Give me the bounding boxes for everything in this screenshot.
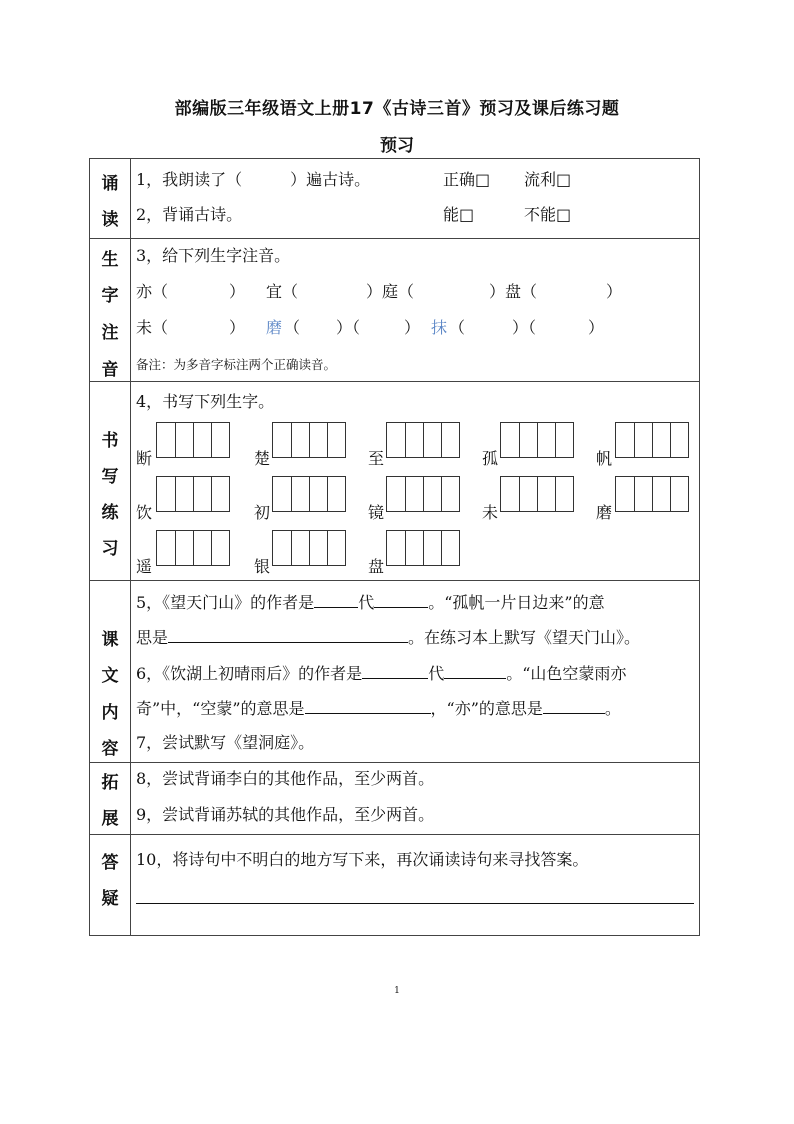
pinyin-mo2-char: 抹 bbox=[431, 318, 448, 337]
option-cannot[interactable]: 不能□ bbox=[524, 205, 572, 224]
answer-blank[interactable] bbox=[444, 662, 506, 679]
write-char: 银 bbox=[254, 557, 271, 576]
question-3: 3，给下列生字注音。 bbox=[136, 246, 291, 265]
pinyin-close: ） bbox=[588, 318, 605, 337]
answer-blank[interactable] bbox=[168, 626, 408, 643]
pinyin-mid: ）（ bbox=[512, 318, 537, 337]
worksheet-table: 诵 读 生 字 注 音 书 写 练 习 课 文 内 容 拓 展 答 疑 bbox=[89, 158, 700, 936]
option-can[interactable]: 能□ bbox=[443, 205, 475, 224]
pinyin-close: ） bbox=[229, 318, 246, 337]
writing-grid[interactable] bbox=[272, 422, 346, 458]
question-9: 9，尝试背诵苏轼的其他作品，至少两首。 bbox=[136, 805, 435, 824]
row-divider bbox=[90, 238, 699, 239]
write-char: 饮 bbox=[136, 503, 153, 522]
document-title: 部编版三年级语文上册17《古诗三首》预习及课后练习题 bbox=[174, 99, 620, 119]
question-1: 1，我朗读了（ ）遍古诗。 bbox=[136, 170, 371, 189]
writing-grid[interactable] bbox=[500, 476, 574, 512]
answer-blank[interactable] bbox=[305, 697, 431, 714]
pinyin-close: ） bbox=[229, 282, 246, 301]
answer-blank[interactable] bbox=[362, 662, 428, 679]
writing-grid[interactable] bbox=[272, 530, 346, 566]
pinyin-yi2: 宜（ bbox=[266, 282, 299, 301]
write-char: 磨 bbox=[596, 503, 613, 522]
writing-grid[interactable] bbox=[615, 476, 689, 512]
writing-grid[interactable] bbox=[615, 422, 689, 458]
question-5-line1: 5，《望天门山》的作者是 代 。“孤帆一片日边来”的意 bbox=[136, 593, 605, 612]
write-char: 镜 bbox=[368, 503, 385, 522]
question-6-line2: 奇”中，“空蒙”的意思是 ，“亦”的意思是 。 bbox=[136, 699, 621, 718]
write-char: 至 bbox=[368, 449, 385, 468]
row-divider bbox=[90, 834, 699, 835]
question-4: 4，书写下列生字。 bbox=[136, 392, 275, 411]
writing-grid[interactable] bbox=[272, 476, 346, 512]
pinyin-mid: ）（ bbox=[336, 318, 361, 337]
column-divider bbox=[130, 159, 131, 935]
question-2: 2，背诵古诗。 bbox=[136, 205, 243, 224]
row-divider bbox=[90, 762, 699, 763]
question-7: 7，尝试默写《望洞庭》。 bbox=[136, 733, 315, 752]
write-char: 盘 bbox=[368, 557, 385, 576]
section-subtitle: 预习 bbox=[380, 136, 414, 156]
write-char: 楚 bbox=[254, 449, 271, 468]
writing-grid[interactable] bbox=[156, 476, 230, 512]
write-char: 未 bbox=[482, 503, 499, 522]
answer-blank[interactable] bbox=[543, 697, 605, 714]
answer-blank[interactable] bbox=[314, 591, 358, 608]
pinyin-open: （ bbox=[449, 318, 466, 337]
writing-grid[interactable] bbox=[386, 422, 460, 458]
writing-grid[interactable] bbox=[156, 530, 230, 566]
pinyin-close: ） bbox=[606, 282, 623, 301]
row-divider bbox=[90, 381, 699, 382]
pinyin-mo-char: 磨 bbox=[266, 318, 283, 337]
pinyin-close: ） bbox=[404, 318, 421, 337]
pinyin-ting: ）庭（ bbox=[366, 282, 415, 301]
writing-grid[interactable] bbox=[156, 422, 230, 458]
question-10: 10，将诗句中不明白的地方写下来，再次诵读诗句来寻找答案。 bbox=[136, 850, 589, 869]
question-8: 8，尝试背诵李白的其他作品，至少两首。 bbox=[136, 769, 435, 788]
question-5-line2: 思是 。在练习本上默写《望天门山》。 bbox=[136, 628, 641, 647]
write-char: 断 bbox=[136, 449, 153, 468]
pinyin-open: （ bbox=[284, 318, 301, 337]
write-char: 帆 bbox=[596, 449, 613, 468]
pinyin-note: 备注：为多音字标注两个正确读音。 bbox=[136, 357, 337, 372]
option-fluent[interactable]: 流利□ bbox=[524, 170, 572, 189]
question-6-line1: 6，《饮湖上初晴雨后》的作者是 代 。“山色空蒙雨亦 bbox=[136, 664, 627, 683]
option-correct[interactable]: 正确□ bbox=[443, 170, 491, 189]
pinyin-yi: 亦（ bbox=[136, 282, 169, 301]
pinyin-pan: ）盘（ bbox=[489, 282, 538, 301]
writing-grid[interactable] bbox=[386, 476, 460, 512]
answer-line[interactable] bbox=[136, 903, 694, 904]
page-number: 1 bbox=[394, 986, 400, 996]
answer-blank[interactable] bbox=[374, 591, 428, 608]
writing-grid[interactable] bbox=[500, 422, 574, 458]
pinyin-wei: 未（ bbox=[136, 318, 169, 337]
row-divider bbox=[90, 580, 699, 581]
writing-grid[interactable] bbox=[386, 530, 460, 566]
write-char: 遥 bbox=[136, 557, 153, 576]
write-char: 初 bbox=[254, 503, 271, 522]
write-char: 孤 bbox=[482, 449, 499, 468]
